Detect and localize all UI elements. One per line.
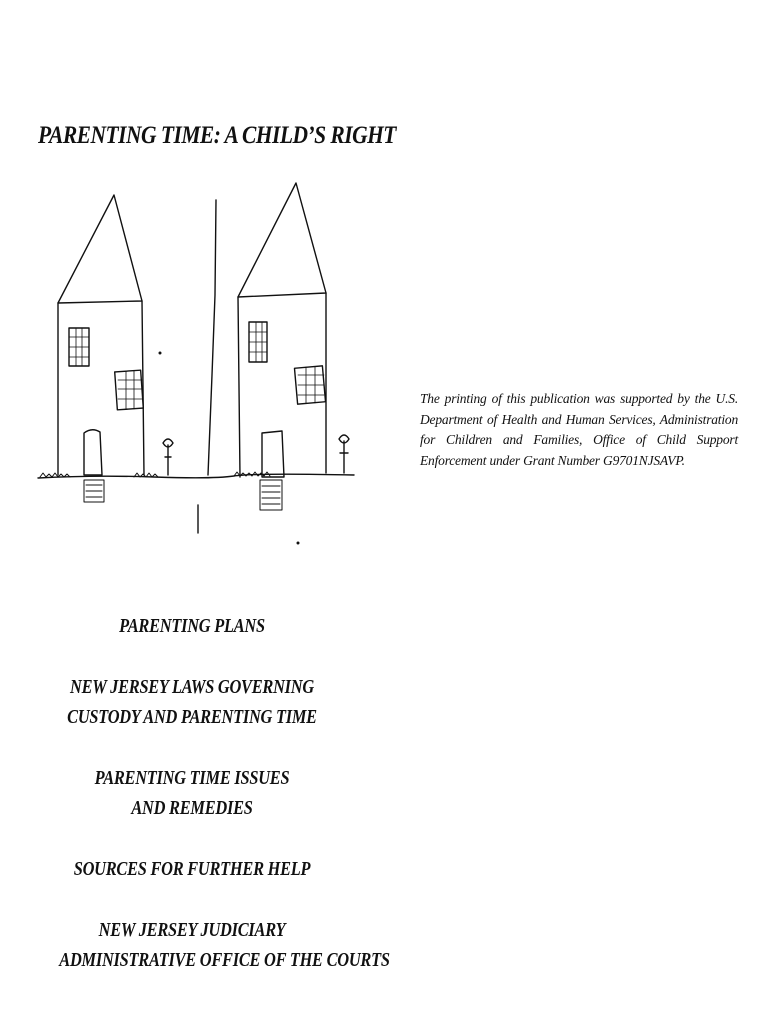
contents-item-parenting-plans [34, 612, 350, 642]
contents-line: ADMINISTRATIVE OFFICE OF THE COURTS [59, 950, 390, 971]
contents-item-issues-remedies [34, 764, 350, 824]
contents-line: CUSTODY AND PARENTING TIME [67, 707, 317, 728]
contents-item-judiciary [34, 916, 390, 976]
document-title: PARENTING TIME: A CHILD’S RIGHT [38, 122, 396, 149]
funding-credit: The printing of this publication was supported by the U.S. Department of Health and Human Services, Administration for Children and Families, Office of Child Support Enforcement under Grant Number G9701NJSAVP. [420, 391, 738, 468]
contents-line: NEW JERSEY JUDICIARY [98, 920, 286, 941]
contents-item-nj-laws [34, 673, 350, 733]
contents-list [34, 612, 390, 976]
divider-line [198, 200, 216, 533]
contents-item-further-help [34, 855, 350, 885]
two-houses-drawing-icon [34, 175, 364, 550]
left-house [58, 195, 144, 502]
contents-line: PARENTING PLANS [119, 616, 265, 637]
contents-line: NEW JERSEY LAWS GOVERNING [70, 677, 314, 698]
contents-line: AND REMEDIES [131, 798, 253, 819]
right-house [238, 183, 326, 510]
contents-line: PARENTING TIME ISSUES [94, 768, 290, 789]
contents-line: SOURCES FOR FURTHER HELP [73, 859, 311, 880]
